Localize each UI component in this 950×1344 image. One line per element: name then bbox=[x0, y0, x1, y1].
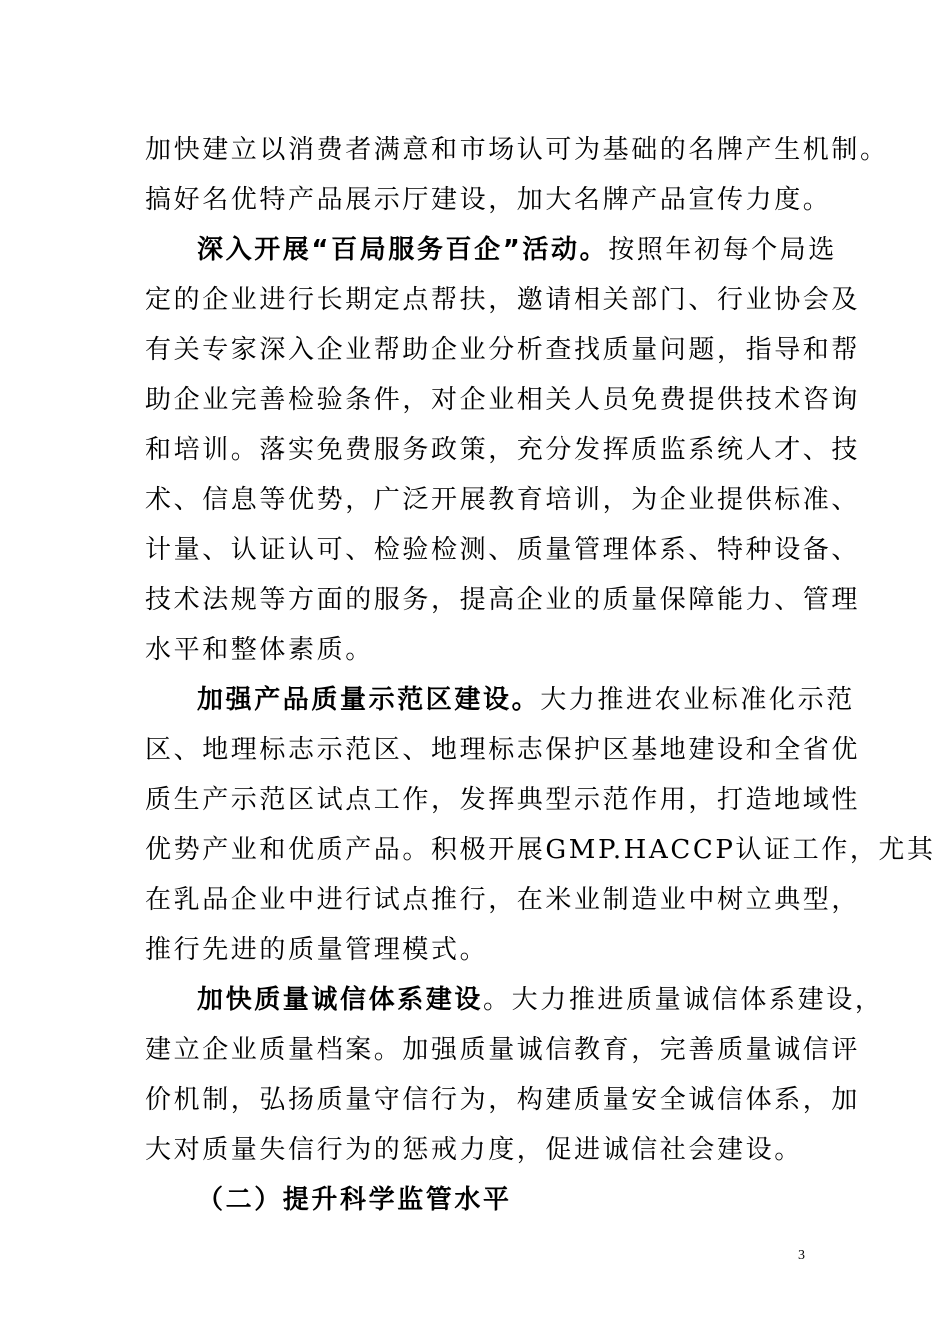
line-text: 有关专家深入企业帮助企业分析查找质量问题，指导和帮 bbox=[145, 335, 861, 365]
line-text: 大对质量失信行为的惩戒力度，促进诚信社会建设。 bbox=[145, 1135, 803, 1165]
line-text: 质生产示范区试点工作，发挥典型示范作用，打造地域性 bbox=[145, 785, 861, 815]
line-text: 和培训。落实免费服务政策，充分发挥质监系统人才、技 bbox=[145, 435, 861, 465]
body-line-16 bbox=[145, 885, 860, 915]
body-line-21 bbox=[145, 1135, 803, 1165]
body-line-8 bbox=[145, 485, 860, 515]
line-text: 推行先进的质量管理模式。 bbox=[145, 935, 489, 965]
body-line-5 bbox=[145, 335, 860, 365]
body-line-15 bbox=[145, 835, 936, 865]
body-line-6 bbox=[145, 385, 860, 415]
line-text: 区、地理标志示范区、地理标志保护区基地建设和全省优 bbox=[145, 735, 861, 765]
paragraph-start-line bbox=[197, 235, 837, 265]
line-text: 在乳品企业中进行试点推行，在米业制造业中树立典型， bbox=[145, 885, 861, 915]
paragraph-start-line bbox=[197, 685, 855, 715]
line-text: 水平和整体素质。 bbox=[145, 635, 374, 665]
line-text: 优势产业和优质产品。积极开展GMP.HACCP认证工作，尤其 bbox=[145, 835, 936, 865]
body-line-10 bbox=[145, 585, 860, 615]
line-text: 技术法规等方面的服务，提高企业的质量保障能力、管理 bbox=[145, 585, 861, 615]
body-line-11 bbox=[145, 635, 374, 665]
line-text: 加快建立以消费者满意和市场认可为基础的名牌产生机制。 bbox=[145, 135, 889, 165]
body-line-4 bbox=[145, 285, 860, 315]
body-line-17 bbox=[145, 935, 488, 965]
paragraph-heading: 深入开展“百局服务百企”活动。 bbox=[197, 235, 609, 265]
body-line-20 bbox=[145, 1085, 860, 1115]
line-text: 按照年初每个局选 bbox=[608, 235, 837, 265]
line-text: 搞好名优特产品展示厅建设，加大名牌产品宣传力度。 bbox=[145, 185, 832, 215]
line-text: 计量、认证认可、检验检测、质量管理体系、特种设备、 bbox=[145, 535, 861, 565]
paragraph-start-line bbox=[197, 985, 883, 1015]
body-line-13 bbox=[145, 735, 860, 765]
line-text: 。大力推进质量诚信体系建设， bbox=[483, 985, 884, 1015]
line-text: 定的企业进行长期定点帮扶，邀请相关部门、行业协会及 bbox=[145, 285, 861, 315]
line-text: 术、信息等优势，广泛开展教育培训，为企业提供标准、 bbox=[145, 485, 861, 515]
line-text: 大力推进农业标准化示范 bbox=[540, 685, 855, 715]
body-line-19 bbox=[145, 1035, 860, 1065]
line-text: 建立企业质量档案。加强质量诚信教育，完善质量诚信评 bbox=[145, 1035, 861, 1065]
paragraph-heading: 加快质量诚信体系建设 bbox=[197, 985, 484, 1015]
paragraph-heading: 加强产品质量示范区建设。 bbox=[197, 685, 541, 715]
line-text: 价机制，弘扬质量守信行为，构建质量安全诚信体系，加 bbox=[145, 1085, 861, 1115]
page-number: 3 bbox=[798, 1248, 805, 1263]
section-heading: （二）提升科学监管水平 bbox=[197, 1185, 512, 1215]
body-line-9 bbox=[145, 535, 860, 565]
body-line-2 bbox=[145, 185, 831, 215]
body-line-14 bbox=[145, 785, 860, 815]
body-line-1 bbox=[145, 135, 889, 165]
line-text: 助企业完善检验条件，对企业相关人员免费提供技术咨询 bbox=[145, 385, 861, 415]
body-line-7 bbox=[145, 435, 860, 465]
